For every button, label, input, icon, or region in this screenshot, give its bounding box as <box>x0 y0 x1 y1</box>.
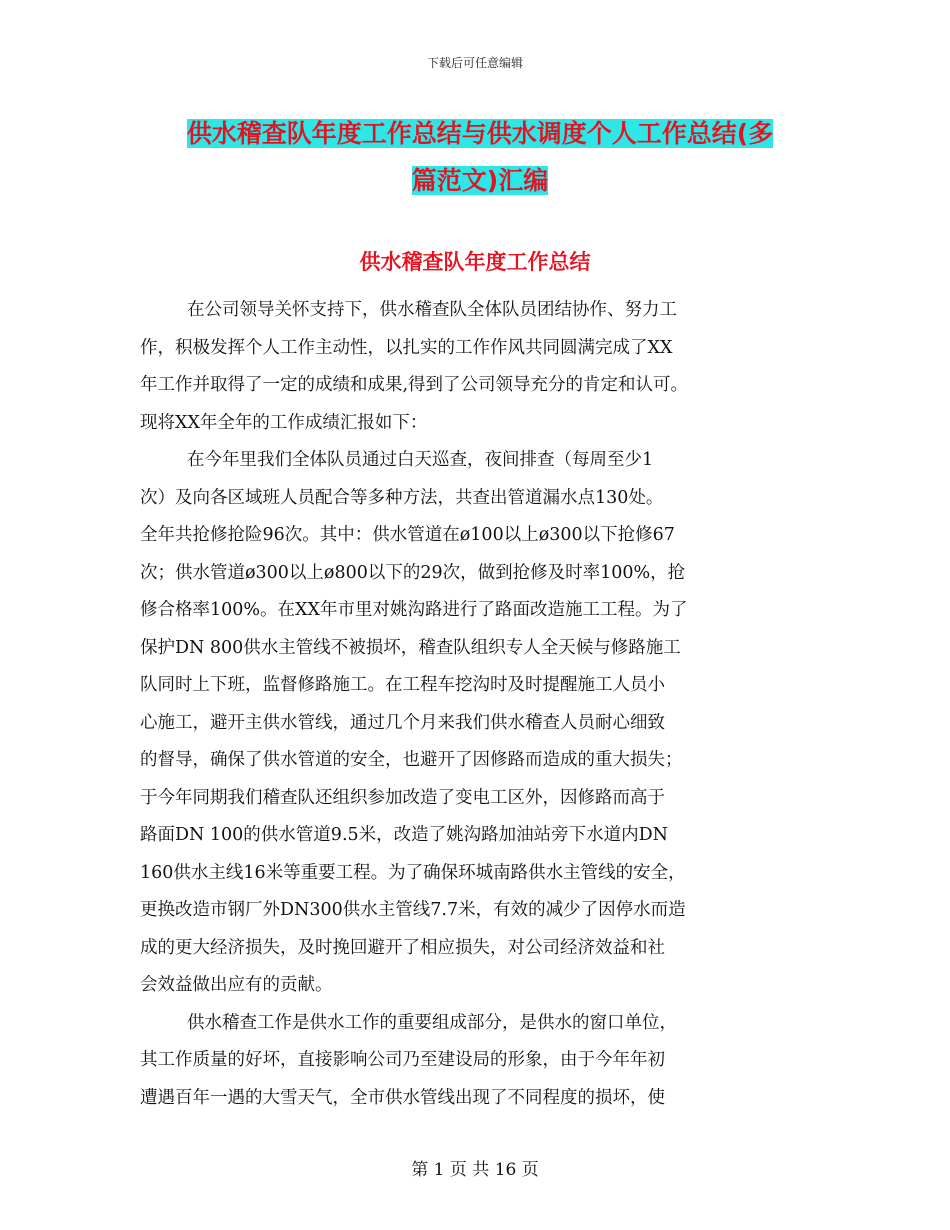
body-line: 保护DN 800供水主管线不被损坏，稽查队组织专人全天候与修路施工 <box>140 637 681 658</box>
body-line: 在公司领导关怀支持下，供水稽查队全体队员团结协作、努力工 <box>187 300 677 320</box>
body-line: 成的更大经济损失，及时挽回避开了相应损失，对公司经济效益和社 <box>140 937 665 958</box>
body-line: 现将XX年全年的工作成绩汇报如下： <box>140 412 428 433</box>
body-line: 作，积极发挥个人工作主动性，以扎实的工作作风共同圆满完成了XX <box>140 337 673 358</box>
title-line-1: 供水稽查队年度工作总结与供水调度个人工作总结(多 <box>186 119 774 148</box>
document-title <box>140 110 820 204</box>
title-line-2: 篇范文)汇编 <box>411 166 549 195</box>
body-line: 年工作并取得了一定的成绩和成果,得到了公司领导充分的肯定和认可。 <box>140 375 689 395</box>
body-line: 路面DN 100的供水管道9.5米，改造了姚沟路加油站旁下水道内DN <box>140 825 668 845</box>
section-title: 供水稽查队年度工作总结 <box>359 250 591 274</box>
body-line: 其工作质量的好坏，直接影响公司乃至建设局的形象，由于今年年初 <box>140 1050 665 1070</box>
body-line: 队同时上下班，监督修路施工。在工程车挖沟时及时提醒施工人员小 <box>140 675 665 695</box>
body-line: 次）及向各区域班人员配合等多种方法，共查出管道漏水点130处。 <box>140 487 664 508</box>
body-line: 遭遇百年一遇的大雪天气，全市供水管线出现了不同程度的损坏，使 <box>140 1087 665 1108</box>
body-line: 心施工，避开主供水管线，通过几个月来我们供水稽查人员耐心细致 <box>140 712 665 733</box>
body-line: 在今年里我们全体队员通过白天巡查，夜间排查（每周至少1 <box>187 450 654 470</box>
header-note: 下载后可任意编辑 <box>426 56 523 70</box>
body-line: 供水稽查工作是供水工作的重要组成部分，是供水的窗口单位， <box>187 1012 677 1033</box>
body-line: 会效益做出应有的贡献。 <box>140 975 333 995</box>
body-line: 更换改造市钢厂外DN300供水主管线7.7米，有效的减少了因停水而造 <box>140 900 686 920</box>
body-line: 修合格率100%。在XX年市里对姚沟路进行了路面改造施工工程。为了 <box>140 600 688 620</box>
body-line: 160供水主线16米等重要工程。为了确保环城南路供水主管线的安全， <box>140 862 686 883</box>
body-text <box>140 292 820 1117</box>
page-footer: 第 1 页 共 16 页 <box>411 1160 539 1180</box>
body-line: 于今年同期我们稽查队还组织参加改造了变电工区外，因修路而高于 <box>140 787 665 808</box>
body-line: 次；供水管道ø300以上ø800以下的29次，做到抢修及时率100%，抢 <box>140 562 686 583</box>
body-line: 全年共抢修抢险96次。其中：供水管道在ø100以上ø300以下抢修67 <box>140 525 675 545</box>
body-line: 的督导，确保了供水管道的安全，也避开了因修路而造成的重大损失； <box>140 750 683 770</box>
